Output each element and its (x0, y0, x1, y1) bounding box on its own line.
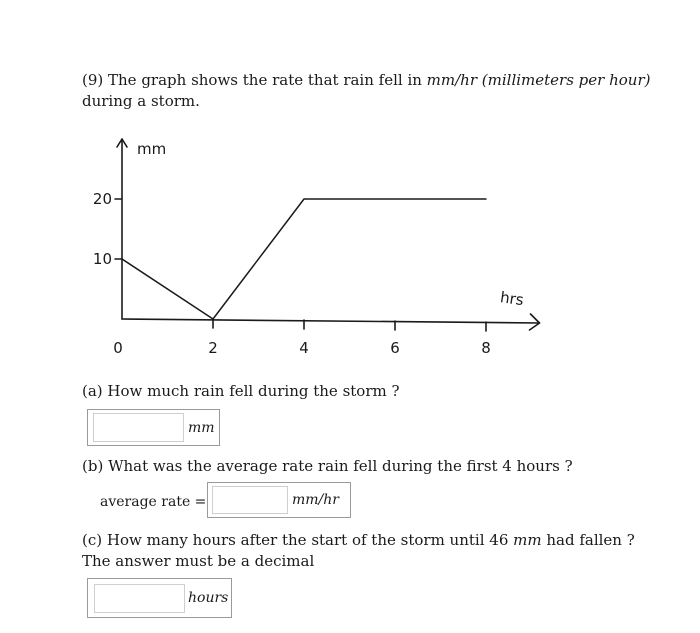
part-c-question-end: had fallen ? (541, 531, 635, 549)
x-axis-label: hrs (499, 288, 525, 310)
x-tick-label-2: 2 (208, 339, 218, 357)
problem-unit: mm/hr (millimeters per hour) (426, 71, 651, 89)
graph-axes (117, 139, 540, 330)
graph-labels (93, 140, 525, 357)
x-tick-label-0: 0 (113, 339, 123, 357)
part-c-answer-box (87, 578, 232, 618)
part-b-question: (b) What was the average rate rain fell during the first 4 hours ? (82, 457, 573, 475)
x-axis (122, 319, 540, 323)
part-a-question: (a) How much rain fell during the storm ? (82, 382, 400, 400)
y-tick-label-20: 20 (92, 190, 112, 208)
part-b-prefix: average rate = (100, 494, 207, 510)
part-c-question (82, 530, 635, 550)
y-tick-label-10: 10 (92, 250, 112, 268)
part-b-input[interactable] (212, 486, 288, 514)
part-a-input[interactable] (93, 413, 184, 442)
part-c-unit: hours (188, 590, 229, 606)
x-axis-arrow (530, 314, 540, 330)
part-c-input[interactable] (94, 584, 185, 613)
part-a-unit: mm (188, 420, 215, 436)
graph-series (122, 199, 486, 319)
part-c-question-unit: mm (513, 531, 542, 549)
y-axis-label: mm (137, 140, 167, 158)
part-a-answer-box (87, 409, 220, 446)
part-c-question-text: (c) How many hours after the start of the storm until 46 (82, 531, 514, 549)
x-tick-label-4: 4 (299, 339, 309, 357)
x-tick-label-6: 6 (390, 339, 400, 357)
x-tick-label-8: 8 (481, 339, 491, 357)
part-b-unit: mm/hr (292, 492, 339, 508)
problem-statement-line2: during a storm. (82, 92, 200, 110)
graph-ticks (115, 199, 486, 331)
part-b-answer-box (207, 482, 351, 518)
rain-rate-line-0 (122, 199, 486, 319)
problem-text: (9) The graph shows the rate that rain fell in (82, 71, 427, 89)
part-c-line2: The answer must be a decimal (82, 552, 315, 570)
